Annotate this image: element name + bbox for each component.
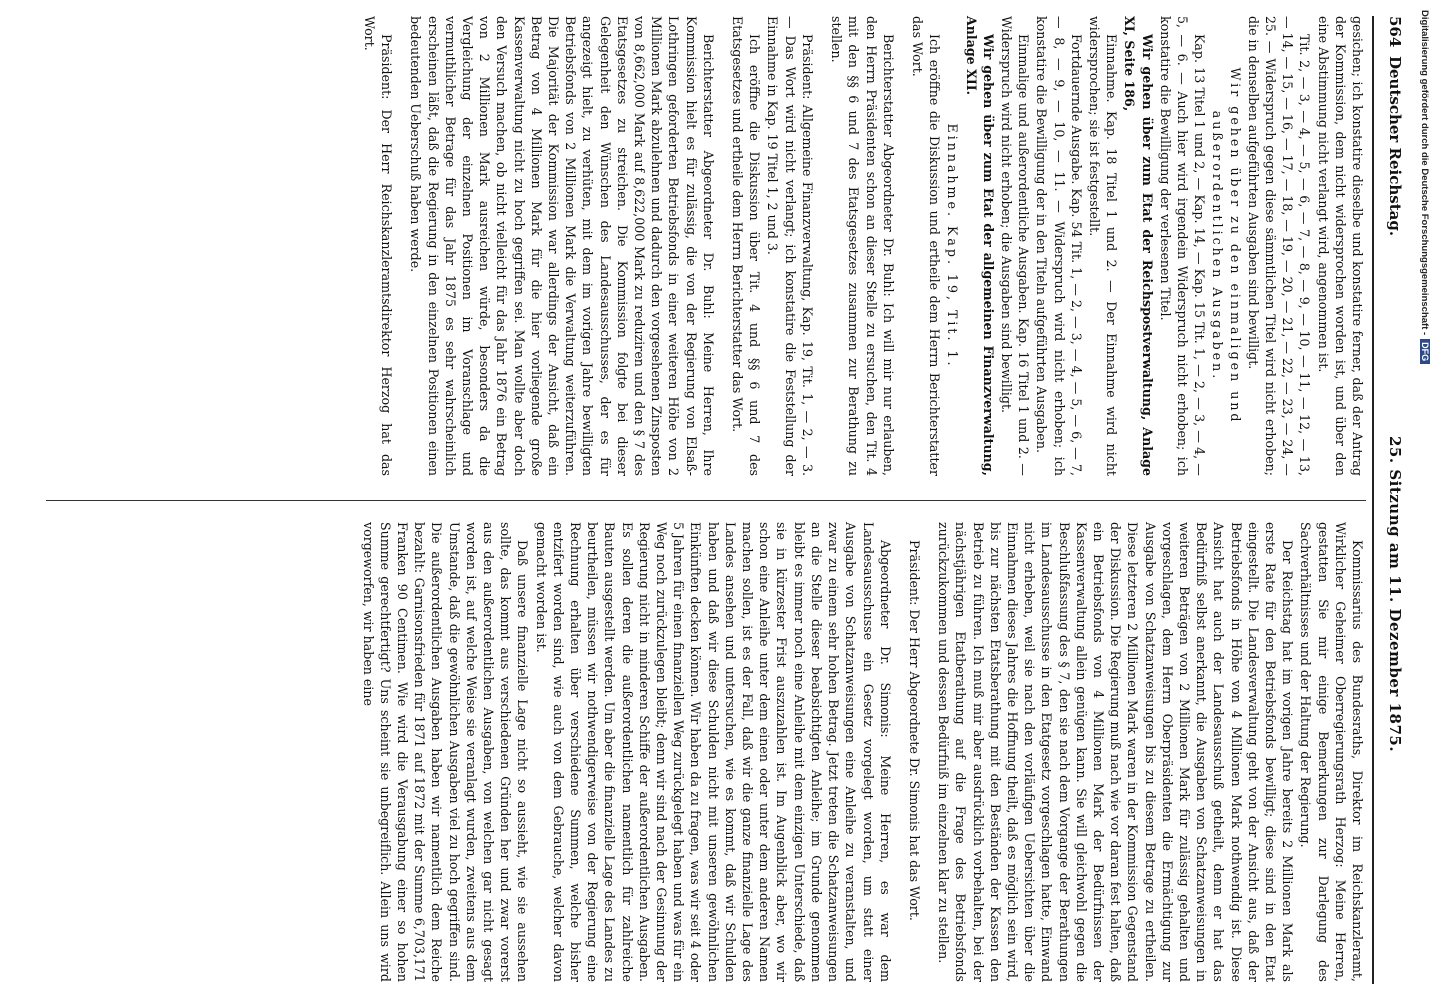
paragraph: Fortdauernde Ausgabe. Kap. 54 Tit. 1, — 2, — 3, — 4, — 5, — 6, — 7, — 8, — 9, — 10, — 11. — Widerspruch wird nicht erhoben; ich konstatire die Bewilligung der in den Titeln aufgeführten Ausgaben. [1034,16,1084,476]
paragraph: Einmalige und außerordentliche Ausgaben. Kap. 16 Titel 1 und 2. — Widerspruch wird nicht erhoben; die Ausgaben sind bewilligt. [998,16,1032,476]
paragraph: Einnahme. Kap. 18 Titel 1 und 2. — Der Einnahme wird nicht widersprochen; sie ist festgestellt. [1086,16,1120,476]
paragraph: Ich eröffne die Diskussion über Tit. 4 und §§ 6 und 7 des Etatsgesetzes und ertheile dem Herrn Berichterstatter das Wort. [730,16,763,476]
speech-paragraph: Berichterstatter Abgeordneter Dr. Buhl: Ich will mir nur erlauben, den Herrn Präsidenten schon an dieser Stelle zu ersuchen, den Tit. 4 mit den §§ 6 und 7 des Etatsgesetzes zusammen zur Berathung zu stellen. [829,16,896,476]
paragraph: Daß unsere finanzielle Lage nicht so aussieht, wie sie aussehen sollte, das kommt aus verschiedenen Gründen her und zwar vorerst aus den außerordentlichen Ausgaben, von welchen gar nicht gesagt worden ist, auf welche Weise sie veranlagt wurden, zweitens aus dem Umstande, daß die gewöhnlichen Ausgaben viel zu hoch gegriffen sind. Die außerordentlichen Ausgaben haben wir namentlich dem Reiche bezahlt: Garnisonsfrieden für 1871 auf 1872 mit der Summe 6,703,171 Franken 90 Centimen. Wie wird die Verausgabung einer so hohen Summe gerechtfertigt? Uns scheint sie unbegreiflich. Allein uns wird vorgeworfen, wir haben eine [360,522,531,982]
running-title-left: Deutscher Reichstag. [1386,56,1404,237]
left-text-column [46,16,1366,476]
header-rule [1372,16,1374,984]
section-heading: Wir gehen über zu den einmaligen und außerordentlichen Ausgaben. [1210,67,1243,425]
speech-paragraph: Kommissarius des Bundesraths, Direktor im Reichskanzleramt, Wirklicher Geheimer Oberregierungsrath Herzog: Meine Herren, gestatten Sie mir einige Bemerkungen zur Darlegung des Sachverhältnisses und der Haltung der Regierung. [1298,522,1365,982]
speech-paragraph: Präsident: Der Herr Abgeordnete Dr. Simonis hat das Wort. [906,540,922,921]
credit-text: Digitalisierung gefördert durch die Deutsche Forschungsgemeinschaft - [1419,10,1430,336]
speech-paragraph: Abgeordneter Dr. Simonis: Meine Herren, es war dem Landesausschusse ein Gesetz vorgelegt worden, um statt einer Ausgabe von Schatzanweisungen eine Anleihe zu veranstalten, und zwar zu einem sehr hohen Betrag. Jetzt treten die Schatzanweisungen an die Stelle dieser beabsichtigten Anleihe; im Grunde genommen bleibt es immer noch eine Anleihe mit dem einzigen Unterschiede, daß sie in kürzester Frist auszuzahlen ist. Im Augenblick aber, wo wir schon eine Anleihe unter dem einen oder unter dem anderen Namen machen sollen, ist es der Fall, daß wir die ganze finanzielle Lage des Landes ansehen und untersuchen, wie es kommt, daß wir Schulden haben und daß wir diese Schulden nicht mit unseren gewöhnlichen Einkünften decken können. Wir haben da zu fragen, was wir seit 4 oder 5 Jahren für einen finanziellen Weg zurückgelegt haben und was für ein Weg noch zurückzulegen bleibt; denn wir sind nach der Gesinnung der Regierung nicht in minderen Schiffe der außerordentlichen Ausgaben. Es sollen deren die außerordentlichen namentlich für zahlreiche Bauten ausgestellt werden. Um aber die finanzielle Lage des Landes zu beurtheilen, müssen wir nothwendigerweise von der Regierung eine Rechnung erhalten über verschiedene Summen, welche bisher entzifert worden sind, wie auch von dem Gebrauche, welcher davon gemacht worden ist. [533,522,893,982]
document-page [10,10,1410,990]
digitization-credit [1414,10,1430,990]
paragraph: Ich eröffne die Diskussion und ertheile dem Herrn Berichterstatter das Wort. [909,16,943,476]
speech-paragraph: Berichterstatter Abgeordneter Dr. Buhl: Meine Herren, Ihre Kommission hielt es für zulässig, die von der Regierung von Elsaß-Lothringen geforderten Betriebsfonds in einer weiteren Höhe von 2 Millionen Mark abzulehnen und dadurch den vorgesehenen Zinsposten von 8,662,000 Mark auf 8,622,000 Mark zu reduziren und den § 7 des Etatsgesetzes zu streichen. Die Kommission folgte bei dieser Gelegenheit den Wünschen des Landesausschusses, der es für angezeigt hielt, zu verhüten, mit dem im vorigen Jahre bewilligten Betriebsfonds von 2 Millionen Mark die Verwaltung weiterzuführen. Die Majorität der Kommission war allerdings der Ansicht, daß ein Betrag von 4 Millionen Mark für die hier vorliegende große Kassenverwaltung nicht zu hoch gegriffen sei. Man wollte aber doch den Versuch machen, ob nicht vielleicht für das Jahr 1876 ein Betrag von 2 Millionen Mark ausreichen würde, besonders da die Vergleichung der einzelnen Positionen im Voranschlage und vermuthlicher Betrage für das Jahr 1875 es sehr wahrscheinlich erscheinen läßt, daß die Regierung in den einzelnen Positionen einen bedeutenden Ueberschuß haben werde. [408,16,716,476]
section-heading: Wir gehen über zum Etat der Reichspostverwaltung, Anlage XI, Seite 186, [1122,16,1155,476]
section-heading: Wir gehen über zum Etat der allgemeinen Finanzverwaltung, Anlage XII. [963,16,996,476]
page-header [1380,16,1410,984]
paragraph: Der Reichstag hat im vorigen Jahre bereits 2 Millionen Mark als erste Rate für den Betriebsfonds bewilligt; diese sind in den Etat eingestellt. Die Landesverwaltung geht von der Ansicht aus, daß der Betriebsfonds in Höhe von 4 Millionen Mark nothwendig ist. Diese Ansicht hat auch der Landesausschuß getheilt, denn er hat das Bedürfniß selbst anerkannt, die Ausgaben von Schatzanweisungen in weiteren Beträgen von 2 Millionen Mark für zulässig gehalten und vorgeschlagen, dem Herrn Oberpräsidenten die Ermächtigung zur Ausgabe von Schatzanweisungen bis zu diesem Betrage zu ertheilen. Diese letzteren 2 Millionen Mark waren in der Kommission Gegenstand der Diskussion. Die Regierung muß nach wie vor daran fest halten, daß ein Betriebsfonds von 4 Millionen Mark der Bedürfnissen der Kassenverwaltung allein genügen kann. Sie will gleichwohl gegen die Beschlußfassung des § 7, den sie nach dem Vorgange der Berathungen im Landesausschusse in den Etatgesetz vorgeschlagen hatte, Einwand nicht erheben, weil sie nach den vorläufigen Uebersichten über die Einnahmen dieses Jahres die Hoffnung theilt, daß es möglich sein wird, bis zur nächsten Etatsberathung mit den Beständen der Kassen den Betrieb zu führen. Ich muß mir aber ausdrücklich vorbehalten, bei der nächstjährigen Etatberathung auf die Frage des Betriebsfonds zurückzukommen und dessen Bedürfniß im einzelnen klar zu stellen. [936,522,1296,982]
paragraph: Kap. 13 Titel 1 und 2, — Kap. 14, — Kap. 15 Tit. 1, — 2, — 3, — 4, — 5, — 6. — Auch hier wird irgendein Widerspruch nicht erhoben; ich konstatire die Bewilligung der verlesenen Titel. [1157,16,1208,476]
page-number: 564 [1386,16,1404,48]
subheading: Einnahme. Kap. 19, Tit. 1. [945,123,961,369]
paragraph: Tit. 2, — 3, — 4, — 5, — 6, — 7, — 8, — 9, — 10, — 11, — 12, — 13, — 14, — 15, — 16, — 17, — 18, — 19, — 20, — 21, — 22, — 23, — 24, — 25. — Widerspruch gegen diese sämmtlichen Titel wird nicht erhoben; die in denselben aufgeführten Ausgaben sind bewilligt. [1245,16,1313,476]
speech-paragraph: Präsident: Allgemeine Finanzverwaltung, Kap. 19, Tit. 1, — 2, — 3. — Das Wort wird nicht verlangt; ich konstatire die Feststellung der Einnahme in Kap. 19 Titel 1, 2 und 3. [765,16,815,476]
paragraph: gesichen; ich konstatire dieselbe und konstatire ferner, daß der Antrag der Kommission, dem nicht widersprochen worden ist, und über den eine Abstimmung nicht verlangt wird, angenommen ist. [1315,16,1365,476]
running-title-center: 25. Sitzung am 11. Dezember 1875. [1386,436,1404,753]
speech-paragraph: Präsident: Der Herr Reichskanzleramtsdirektor Herzog hat das Wort. [362,16,395,476]
right-text-column [46,522,1366,982]
column-divider [46,500,1366,501]
dfg-logo: DFG [1420,339,1430,364]
